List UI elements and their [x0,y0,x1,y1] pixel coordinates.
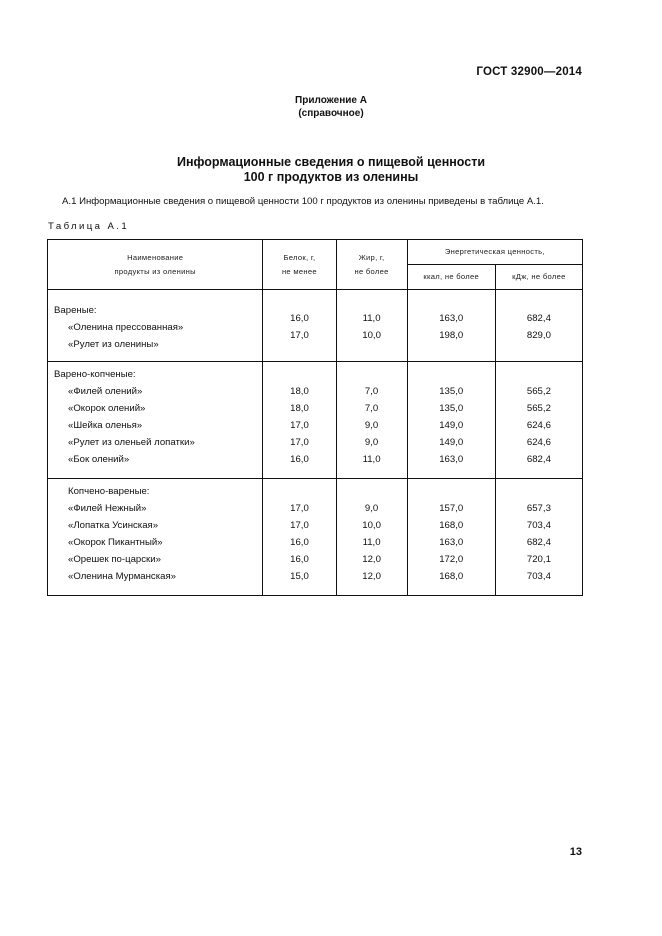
kcal-value: 172,0 [439,554,464,565]
product-name: «Окорок Пикантный» [68,537,163,548]
table-row-group-smoked-boiled [48,479,583,596]
fat-value: 11,0 [362,454,381,465]
section-title-line-1: Информационные сведения о пищевой ценности [176,155,486,169]
fat-value: 11,0 [362,537,381,548]
product-name: «Рулет из оленины» [68,339,159,350]
fat-values [336,362,407,479]
header-fat-line-1: Жир, г, [358,252,385,262]
product-name: «Оленина прессованная» [68,322,184,333]
section-title-line-2: 100 г продуктов из оленины [243,170,419,184]
kj-value: 624,6 [526,437,551,448]
appendix-heading [0,94,662,120]
product-name: «Бок олений» [68,454,130,465]
fat-value: 12,0 [362,554,381,565]
protein-value: 16,0 [290,454,309,465]
kj-value: 565,2 [526,403,551,414]
nutrition-table [47,239,583,596]
kj-value: 703,4 [526,520,551,531]
kj-value: 682,4 [526,313,551,324]
protein-values [263,362,336,479]
kj-value: 829,0 [526,330,551,341]
protein-value: 17,0 [290,503,309,514]
protein-value: 16,0 [290,554,309,565]
appendix-title: Приложение А [295,95,367,106]
kcal-value: 157,0 [439,503,464,514]
kcal-value: 198,0 [439,330,464,341]
kcal-value: 163,0 [439,454,464,465]
fat-value: 10,0 [362,330,381,341]
protein-value: 17,0 [290,330,309,341]
kcal-values [407,290,495,362]
product-name: «Филей Нежный» [68,503,147,514]
group-label: Копчено-вареные: [68,486,150,497]
kj-value: 703,4 [526,571,551,582]
group-label: Варено-копченые: [54,369,136,380]
header-kj: кДж, не более [495,265,582,290]
product-name: «Шейка оленья» [68,420,143,431]
section-title [0,155,662,185]
header-name [48,240,263,290]
header-protein-line-1: Белок, г, [283,252,316,262]
kj-value: 624,6 [526,420,551,431]
kcal-value: 135,0 [439,386,464,397]
kcal-value: 163,0 [439,313,464,324]
protein-value: 18,0 [290,403,309,414]
kj-value: 657,3 [526,503,551,514]
protein-value: 15,0 [290,571,309,582]
fat-value: 9,0 [364,437,379,448]
header-fat-line-2: не более [354,266,389,276]
document-code: ГОСТ 32900—2014 [476,66,582,78]
intro-paragraph: А.1 Информационные сведения о пищевой ценности 100 г продуктов из оленины приведены в таблице А.1. [62,196,544,207]
fat-value: 7,0 [364,403,379,414]
product-name: «Рулет из оленьей лопатки» [68,437,195,448]
kj-value: 682,4 [526,537,551,548]
header-name-line-1: Наименование [127,252,184,262]
kj-value: 720,1 [526,554,551,565]
header-protein [263,240,336,290]
kj-value: 565,2 [526,386,551,397]
protein-value: 18,0 [290,386,309,397]
kcal-values [407,479,495,596]
fat-values [336,290,407,362]
group-label: Вареные: [54,305,97,316]
kj-values [495,290,582,362]
protein-value: 16,0 [290,313,309,324]
fat-value: 10,0 [362,520,381,531]
protein-value: 16,0 [290,537,309,548]
table-caption: Таблица А.1 [48,221,130,232]
appendix-subtitle: (справочное) [298,108,364,119]
product-name: «Окорок олений» [68,403,146,414]
product-name: «Оленина Мурманская» [68,571,177,582]
product-name: «Филей олений» [68,386,143,397]
protein-value: 17,0 [290,437,309,448]
table-row-group-boiled [48,290,583,362]
fat-values [336,479,407,596]
kcal-value: 149,0 [439,437,464,448]
kcal-values [407,362,495,479]
kcal-value: 168,0 [439,520,464,531]
page-number: 13 [569,846,582,858]
header-protein-line-2: не менее [281,266,317,276]
header-energy: Энергетическая ценность, [407,240,582,265]
kj-value: 682,4 [526,454,551,465]
group-names [48,479,263,596]
kj-values [495,479,582,596]
group-names [48,290,263,362]
product-name: «Орешек по-царски» [68,554,161,565]
kj-values [495,362,582,479]
fat-value: 12,0 [362,571,381,582]
kcal-value: 168,0 [439,571,464,582]
kcal-value: 149,0 [439,420,464,431]
kcal-value: 163,0 [439,537,464,548]
table-row-group-boiled-smoked [48,362,583,479]
protein-value: 17,0 [290,420,309,431]
table-header [48,240,583,290]
header-fat [336,240,407,290]
protein-values [263,479,336,596]
kcal-value: 135,0 [439,403,464,414]
header-name-line-2: продукты из оленины [114,266,196,276]
product-name: «Лопатка Усинская» [68,520,159,531]
group-names [48,362,263,479]
header-kcal: ккал, не более [407,265,495,290]
fat-value: 11,0 [362,313,381,324]
protein-value: 17,0 [290,520,309,531]
protein-values [263,290,336,362]
fat-value: 9,0 [364,503,379,514]
fat-value: 7,0 [364,386,379,397]
fat-value: 9,0 [364,420,379,431]
